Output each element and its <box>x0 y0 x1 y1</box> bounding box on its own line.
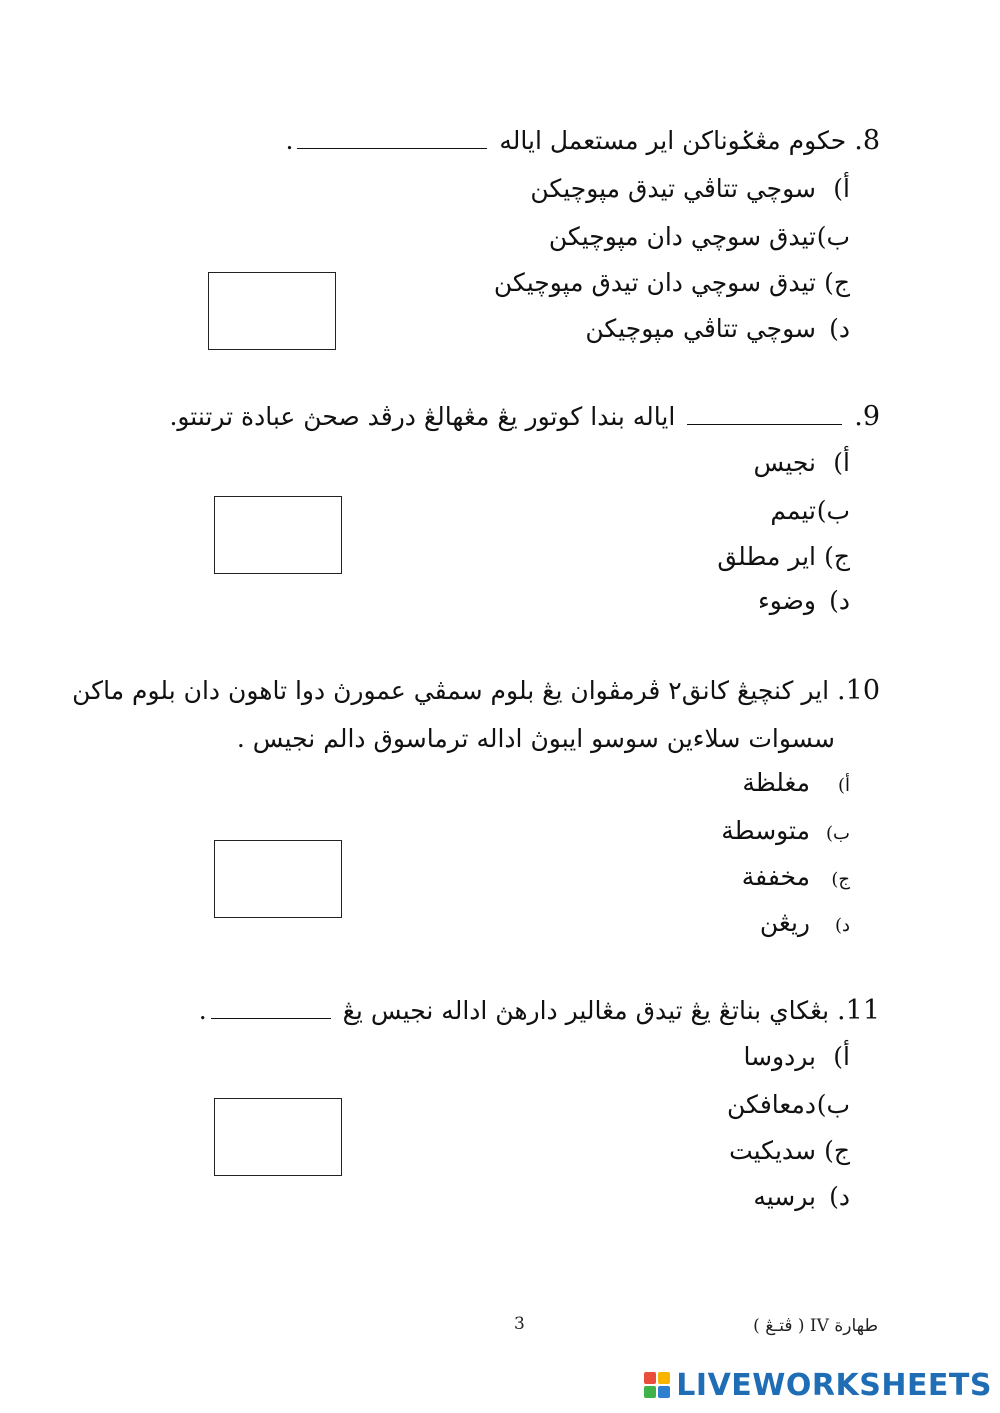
option-text: وضوء <box>758 586 816 615</box>
option-letter: ب) <box>816 496 850 525</box>
option-letter: ب) <box>816 222 850 251</box>
option-text: سوچي تتاڤي مپوچيکن <box>585 314 816 343</box>
option-text: تيدق سوچي دان مپوچيکن <box>548 222 816 251</box>
option-letter: د) <box>829 314 850 343</box>
option-c <box>742 860 850 897</box>
option-text: نجيس <box>753 448 816 477</box>
option-letter: ب) <box>826 823 850 844</box>
option-text: سوچي تتاڤي تيدق مپوچيکن <box>530 174 816 203</box>
answer-blank <box>687 416 842 425</box>
option-letter: أ) <box>837 775 850 796</box>
question-number: 9. <box>854 401 880 432</box>
option-letter: د) <box>834 915 850 936</box>
question-10-stem <box>72 674 880 708</box>
option-text: دمعافکن <box>727 1090 816 1119</box>
option-c <box>494 266 850 300</box>
question-number: 8. <box>854 125 880 156</box>
option-c <box>717 540 850 574</box>
option-letter: ج) <box>831 869 850 890</box>
option-text: تيمم <box>770 496 816 525</box>
brand-text: LIVEWORKSHEETS <box>676 1367 992 1403</box>
answer-box-q9[interactable] <box>214 496 342 574</box>
option-a <box>753 446 850 480</box>
option-b <box>770 494 850 528</box>
option-text: متوسطة <box>721 816 810 845</box>
option-letter: د) <box>829 1182 850 1211</box>
question-number: 10. <box>837 675 880 706</box>
question-8-stem <box>285 124 880 158</box>
question-text: اياله بندا کوتور يڠ مڠهالڠ درڤد صحڽ عبادة ترتنتو. <box>169 402 676 431</box>
liveworksheets-brand <box>644 1363 992 1407</box>
option-text: تيدق سوچي دان تيدق مپوچيکن <box>493 268 816 297</box>
option-d <box>585 312 850 346</box>
question-10-continuation <box>237 722 835 756</box>
answer-box-q11[interactable] <box>214 1098 342 1176</box>
option-text: مغلظة <box>742 768 810 797</box>
option-letter: أ) <box>833 1042 850 1071</box>
question-end: . <box>285 126 294 155</box>
option-a <box>530 172 850 206</box>
liveworksheets-logo-icon <box>644 1372 670 1398</box>
option-text: بردوسا <box>743 1042 816 1071</box>
option-letter: ج) <box>824 268 850 297</box>
logo-square-red <box>644 1372 656 1384</box>
answer-blank <box>211 1010 331 1019</box>
option-d <box>760 906 850 943</box>
logo-square-green <box>644 1386 656 1398</box>
option-d <box>758 584 850 618</box>
question-end: . <box>236 724 245 753</box>
question-number: 11. <box>837 995 880 1026</box>
option-d <box>753 1180 850 1214</box>
option-b <box>549 220 850 254</box>
option-text: برسيه <box>753 1182 816 1211</box>
option-letter: د) <box>829 586 850 615</box>
option-text: اير مطلق <box>717 542 816 571</box>
option-text: ريڠن <box>759 908 810 937</box>
question-text: بڠکاي بناتڠ يڠ تيدق مڠالير دارهڽ اداله نجيس يڠ <box>342 996 830 1025</box>
option-letter: أ) <box>833 448 850 477</box>
question-end: . <box>198 996 207 1025</box>
question-9-stem <box>169 400 880 434</box>
option-text: سديکيت <box>729 1136 816 1165</box>
logo-square-blue <box>658 1386 670 1398</box>
option-letter: أ) <box>833 174 850 203</box>
page-number: 3 <box>514 1314 525 1334</box>
question-text: اير کنچيڠ کانق٢ ڤرمڤوان يڠ بلوم سمڤي عمورڽ دوا تاهون دان بلوم ماکن <box>72 676 830 705</box>
option-c <box>729 1134 850 1168</box>
option-letter: ج) <box>824 1136 850 1165</box>
option-letter: ج) <box>824 542 850 571</box>
answer-box-q8[interactable] <box>208 272 336 350</box>
question-text: سسوات سلاءين سوسو ايبوڽ اداله ترماسوق دالم نجيس <box>252 724 835 753</box>
option-a <box>742 766 850 803</box>
footer-subject: طهارة IV ( ڤتـڠ ) <box>753 1316 878 1336</box>
question-11-stem <box>199 994 880 1028</box>
logo-square-yellow <box>658 1372 670 1384</box>
option-a <box>743 1040 850 1074</box>
answer-box-q10[interactable] <box>214 840 342 918</box>
option-text: مخففة <box>741 862 810 891</box>
option-b <box>721 814 850 851</box>
answer-blank <box>297 140 487 149</box>
option-b <box>727 1088 850 1122</box>
question-text: حکوم مڠݢوناکن اير مستعمل اياله <box>499 126 847 155</box>
option-letter: ب) <box>816 1090 850 1119</box>
